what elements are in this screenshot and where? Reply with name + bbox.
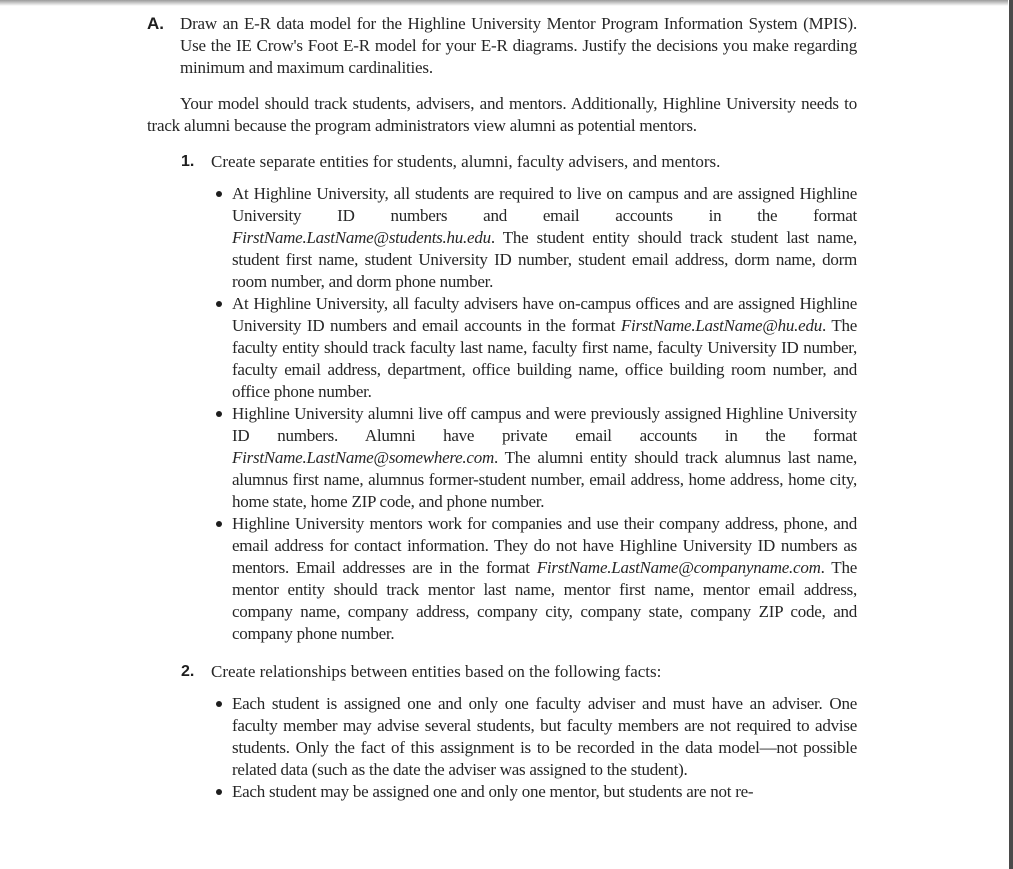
bullet-text: Highline University alumni live off campus and were previously assigned Highline University ID numbers. Alumni have private email accounts in the format FirstName.LastName@somewhere.com. The alumni entity should track alumnus last name, alumnus first name, alumnus former-student number, email address, home address, home city, home state, home ZIP code, and phone number. [232,404,857,511]
bullet-item-mentor [232,513,857,645]
email-format: FirstName.LastName@hu.edu [620,316,822,335]
bullet-list-1 [232,183,857,645]
section-followup: Your model should track students, advisers, and mentors. Additionally, Highline University needs to track alumni because the program administrators view alumni as potential mentors. [147,94,857,135]
bullet-text: At Highline University, all students are required to live on campus and are assigned Highline University ID numbers and email accounts in the format FirstName.LastName@students.hu.edu. The student entity should track student last name, student first name, student University ID number, student email address, dorm name, dorm room number, and dorm phone number. [232,184,857,291]
bullet-item-faculty [232,293,857,403]
bullet-item-mentor-relationship [232,781,857,803]
bullet-icon [216,521,222,527]
bullet-item-adviser-relationship [232,693,857,781]
section-label: A. [147,14,164,33]
numbered-item-1 [181,151,857,173]
bullet-icon [216,191,222,197]
email-format: FirstName.LastName@somewhere.com [232,448,494,467]
bullet-text: At Highline University, all faculty advisers have on-campus offices and are assigned Highline University ID numbers and email accounts in the format FirstName.LastName@hu.edu. The faculty entity should track faculty last name, faculty first name, faculty University ID number, faculty email address, department, office building name, office building room number, and office phone number. [232,294,858,401]
bullet-list-2 [232,693,857,803]
bullet-icon [216,301,222,307]
bullet-icon [216,789,222,795]
bullet-item-student [232,183,857,293]
item-number: 2. [181,663,195,680]
bullet-text: Highline University mentors work for companies and use their company address, phone, and email address for contact information. They do not have Highline University ID numbers as mentors. Email addresses are in the format FirstName.LastName@companyname.com. The mentor entity should track mentor last name, mentor first name, mentor email address, company name, company address, company city, company state, company ZIP code, and company phone number. [232,514,857,643]
item-number: 1. [181,153,195,170]
section-intro: Draw an E-R data model for the Highline University Mentor Program Information System (MPIS). Use the IE Crow's Foot E-R model for your E-R diagrams. Justify the decisions you make regarding minimum and maximum cardinalities. [180,14,857,77]
bullet-text: Each student may be assigned one and only one mentor, but students are not re- [232,782,754,801]
numbered-item-2 [181,661,857,683]
email-format: FirstName.LastName@companyname.com [536,558,821,577]
viewer-scrollbar-edge[interactable] [1009,0,1013,869]
item-text: Create relationships between entities based on the following facts: [211,662,662,681]
email-format: FirstName.LastName@students.hu.edu [232,228,491,247]
bullet-icon [216,411,222,417]
bullet-text: Each student is assigned one and only one faculty adviser and must have an adviser. One faculty member may advise several students, but faculty members are not required to advise students. Only the fact of this assignment is to be recorded in the data model—not possible related data (such as the date the adviser was assigned to the student). [232,694,857,779]
item-text: Create separate entities for students, alumni, faculty advisers, and mentors. [211,152,721,171]
section-a [147,13,857,819]
bullet-icon [216,701,222,707]
bullet-item-alumni [232,403,857,513]
